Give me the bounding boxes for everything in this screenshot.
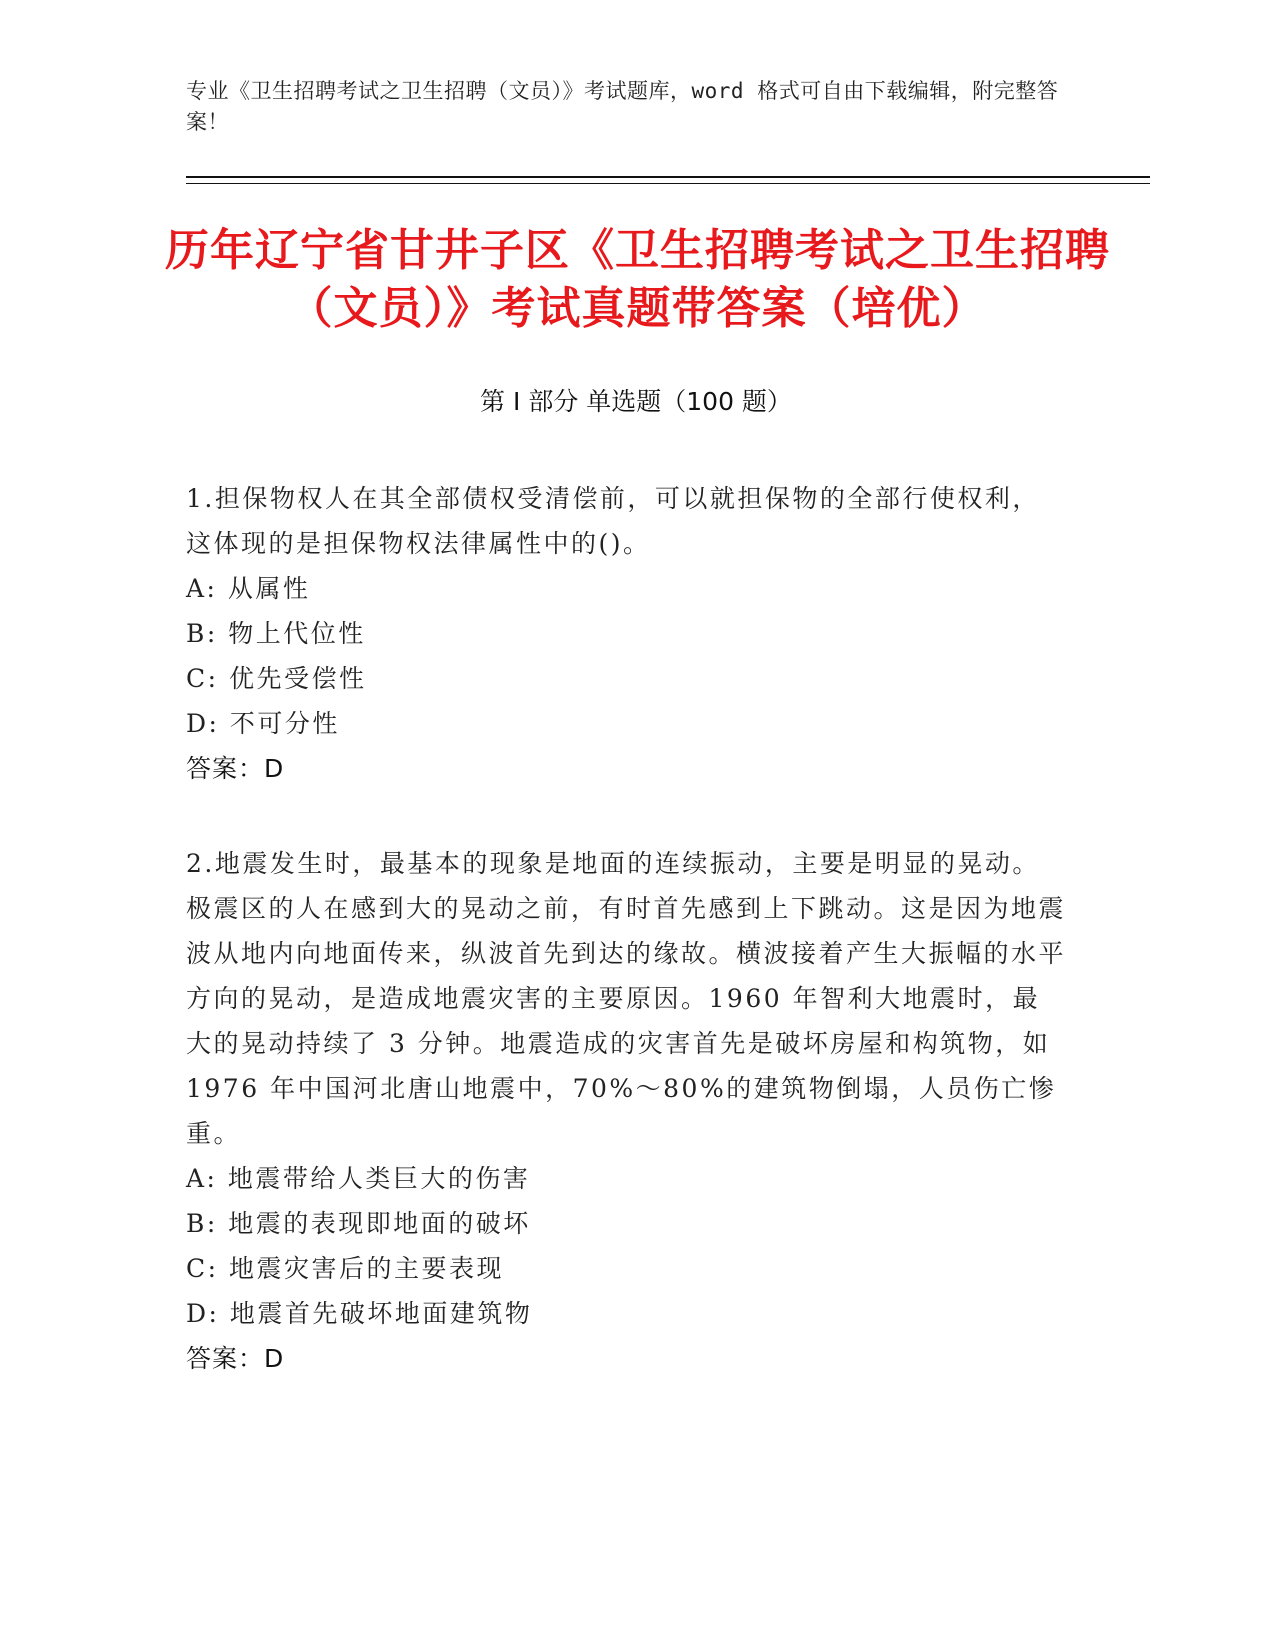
document-title: 历年辽宁省甘井子区《卫生招聘考试之卫生招聘（文员）》考试真题带答案（培优） (165, 225, 1110, 334)
header-divider-thin (186, 183, 1150, 184)
option-b: B: 地震的表现即地面的破坏 (186, 1209, 531, 1238)
question-1 (186, 476, 1066, 791)
header-divider-thick (186, 176, 1150, 178)
option-c: C: 优先受偿性 (186, 664, 367, 693)
option-a: A: 地震带给人类巨大的伤害 (186, 1164, 531, 1193)
option-a: A: 从属性 (186, 574, 311, 603)
question-stem: 1.担保物权人在其全部债权受清偿前，可以就担保物的全部行使权利，这体现的是担保物权法律属性中的()。 (186, 484, 1040, 558)
question-2 (186, 841, 1066, 1381)
option-d: D: 地震首先破坏地面建筑物 (186, 1299, 533, 1328)
section-heading: 第 I 部分 单选题（100 题） (480, 387, 792, 416)
header-note: 专业《卫生招聘考试之卫生招聘（文员）》考试题库，word 格式可自由下载编辑，附完整答案！ (186, 79, 1059, 134)
option-c: C: 地震灾害后的主要表现 (186, 1254, 504, 1283)
option-b: B: 物上代位性 (186, 619, 366, 648)
question-stem: 2.地震发生时，最基本的现象是地面的连续振动，主要是明显的晃动。极震区的人在感到大的晃动之前，有时首先感到上下跳动。这是因为地震波从地内向地面传来，纵波首先到达的缘故。横波接着产生大振幅的水平方向的晃动，是造成地震灾害的主要原因。1960 年智利大地震时，最大的晃动持续了 3 分钟。地震造成的灾害首先是破坏房屋和构筑物，如 1976 年中国河北唐山地震中，70%～80%的建筑物倒塌，人员伤亡惨重。 (186, 849, 1067, 1148)
answer-line: 答案：D (186, 1344, 285, 1373)
answer-line: 答案：D (186, 754, 285, 783)
option-d: D: 不可分性 (186, 709, 340, 738)
